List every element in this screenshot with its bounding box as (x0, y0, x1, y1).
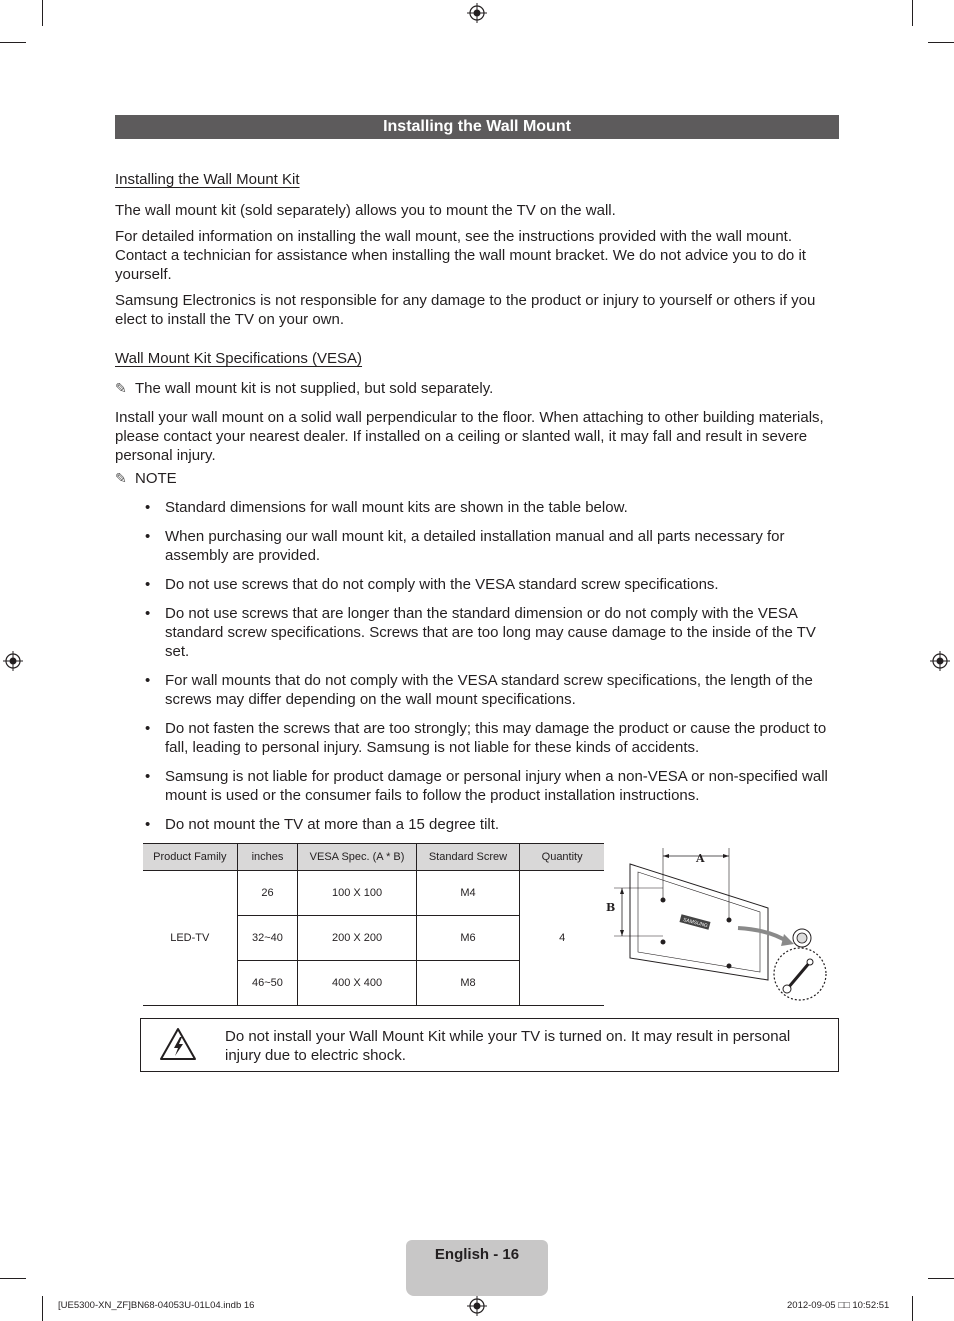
bullet-text: Samsung is not liable for product damage or personal injury when a non-VESA or non-specified wall mount is used or the consumer fails to follow the product installation instructions. (165, 768, 828, 804)
table-cell: 26 (237, 871, 298, 916)
note-bullet-list (145, 498, 835, 844)
footer-timestamp: 2012-09-05 □□ 10:52:51 (787, 1300, 890, 1311)
list-item: • Samsung is not liable for product damage or personal injury when a non-VESA or non-specified wall mount is used or the consumer fails to follow the product installation instructions. (145, 768, 828, 804)
column-header: Quantity (520, 844, 604, 871)
crop-mark (928, 42, 954, 43)
table-cell: 200 X 200 (298, 916, 416, 961)
paragraph: The wall mount kit (sold separately) allows you to mount the TV on the wall. (115, 202, 616, 219)
crop-mark (928, 1278, 954, 1279)
list-item: • Do not mount the TV at more than a 15 degree tilt. (145, 816, 500, 833)
bullet-text: When purchasing our wall mount kit, a detailed installation manual and all parts necessary for assembly are provided. (165, 528, 785, 564)
paragraph: For detailed information on installing the wall mount, see the instructions provided with the wall mount. Contact a technician for assistance when installing the wall mount bracket. We do not advice you to do it yourself. (115, 228, 806, 283)
registration-mark-icon (3, 651, 23, 671)
bullet-text: For wall mounts that do not comply with the VESA standard screw specifications, the length of the screws may differ depending on the wall mount specifications. (165, 672, 813, 708)
crop-mark (42, 1296, 43, 1321)
warning-text: Do not install your Wall Mount Kit while your TV is turned on. It may result in personal injury due to electric shock. (225, 1028, 791, 1064)
bullet-text: Do not use screws that do not comply with the VESA standard screw specifications. (165, 576, 719, 593)
page-number-tab (406, 1240, 548, 1296)
bullet-text: Do not fasten the screws that are too strongly; this may damage the product or cause the product to fall, leading to personal injury. Samsung is not liable for these kinds of accidents. (165, 720, 827, 756)
vesa-spec-table (143, 843, 604, 1006)
pencil-note-icon: ✎ (115, 470, 127, 486)
crop-mark (0, 42, 26, 43)
list-item: • Standard dimensions for wall mount kits are shown in the table below. (145, 499, 628, 516)
table-cell: M8 (416, 961, 520, 1006)
table-cell: 100 X 100 (298, 871, 416, 916)
registration-mark-icon (930, 651, 950, 671)
table-cell: M4 (416, 871, 520, 916)
paragraph: Samsung Electronics is not responsible for any damage to the product or injury to yourself or others if you elect to install the TV on your own. (115, 292, 816, 328)
bullet-text: Do not use screws that are longer than the standard dimension or do not comply with the VESA standard screw specifications. Screws that are too long may cause damage to the inside of the TV set. (165, 605, 816, 660)
registration-mark-icon (467, 1296, 487, 1316)
page-number: English - 16 (434, 1246, 520, 1263)
column-header: Standard Screw (416, 844, 520, 871)
table-cell: 32~40 (237, 916, 298, 961)
note-text: The wall mount kit is not supplied, but sold separately. (135, 380, 494, 397)
list-item: • Do not fasten the screws that are too strongly; this may damage the product or cause the product to fall, leading to personal injury. Samsung is not liable for these kinds of accidents. (145, 720, 827, 756)
table-header-row (143, 844, 604, 871)
subsection-heading-vesa: Wall Mount Kit Specifications (VESA) (115, 350, 363, 367)
list-item: • For wall mounts that do not comply with the VESA standard screw specifications, the length of the screws may differ depending on the wall mount specifications. (145, 672, 813, 708)
note-label: NOTE (135, 470, 177, 487)
footer-file-info: [UE5300-XN_ZF]BN68-04053U-01L04.indb 16 (58, 1300, 255, 1311)
dimension-label-b: B (606, 901, 616, 914)
list-item: • Do not use screws that are longer than the standard dimension or do not comply with the VESA standard screw specifications. Screws that are too long may cause damage to the inside of the TV set. (145, 605, 816, 660)
section-title-bar: Installing the Wall Mount (115, 115, 839, 139)
subsection-heading-install-kit: Installing the Wall Mount Kit (115, 171, 300, 188)
crop-mark (912, 1296, 913, 1321)
column-header: VESA Spec. (A * B) (298, 844, 416, 871)
column-header: inches (237, 844, 298, 871)
note-heading (115, 469, 177, 488)
bullet-text: Standard dimensions for wall mount kits are shown in the table below. (165, 499, 628, 516)
tv-wall-mount-diagram (600, 842, 836, 1008)
paragraph: Install your wall mount on a solid wall perpendicular to the floor. When attaching to other building materials, please contact your nearest dealer. If installed on a ceiling or slanted wall, it may fall and result in severe personal injury. (115, 409, 824, 464)
list-item: • When purchasing our wall mount kit, a detailed installation manual and all parts necessary for assembly are provided. (145, 528, 785, 564)
table-row (143, 871, 604, 916)
electric-shock-warning-icon (159, 1027, 197, 1061)
crop-mark (0, 1278, 26, 1279)
registration-mark-icon (467, 3, 487, 23)
crop-mark (42, 0, 43, 26)
bullet-text: Do not mount the TV at more than a 15 degree tilt. (165, 816, 500, 833)
list-item: • Do not use screws that do not comply with the VESA standard screw specifications. (145, 576, 719, 593)
column-header: Product Family (143, 844, 237, 871)
note-line (115, 379, 493, 398)
dimension-label-a: A (696, 852, 705, 865)
crop-mark (912, 0, 913, 26)
table-cell: 46~50 (237, 961, 298, 1006)
table-cell-family: LED-TV (143, 871, 237, 1006)
pencil-note-icon: ✎ (115, 380, 127, 396)
table-cell: M6 (416, 916, 520, 961)
warning-box (140, 1018, 839, 1072)
table-cell: 400 X 400 (298, 961, 416, 1006)
brand-label: SAMSUNG (682, 916, 709, 930)
table-cell-quantity: 4 (520, 871, 604, 1006)
